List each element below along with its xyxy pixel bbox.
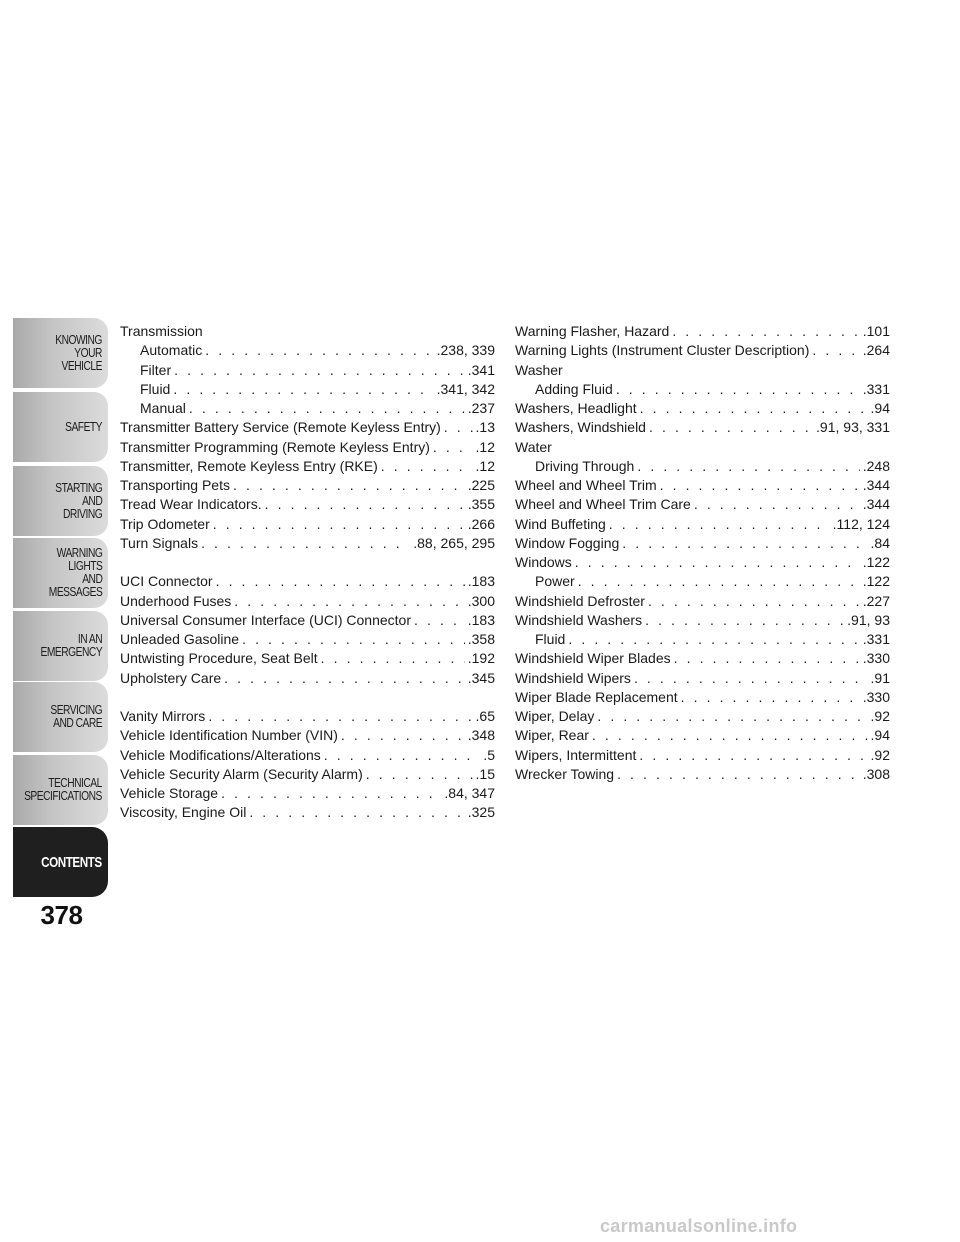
index-term: Fluid <box>140 380 171 397</box>
index-term: Vehicle Identification Number (VIN) <box>120 727 338 744</box>
index-page-ref[interactable]: .358 <box>467 631 495 647</box>
index-term: Underhood Fuses <box>120 592 232 609</box>
index-entry <box>515 688 890 707</box>
index-page-ref[interactable]: .13 <box>475 419 495 436</box>
dot-leader <box>221 784 441 803</box>
tab-label: SERVICING AND CARE <box>50 703 102 730</box>
tab-label: STARTING AND DRIVING <box>55 480 102 521</box>
dot-leader <box>433 438 473 457</box>
index-page-ref[interactable]: .348 <box>467 727 495 744</box>
index-page-ref[interactable]: .344 <box>862 477 890 493</box>
index-page-ref[interactable]: .237 <box>467 400 495 416</box>
index-entry <box>120 746 495 765</box>
index-entry <box>515 495 890 514</box>
index-page-ref[interactable]: .355 <box>467 496 495 513</box>
index-term: UCI Connector <box>120 573 213 590</box>
index-page-ref[interactable]: .264 <box>862 342 890 359</box>
index-term: Warning Flasher, Hazard <box>515 323 670 339</box>
dot-leader <box>634 669 868 688</box>
index-page-ref[interactable]: .92 <box>870 708 890 724</box>
index-page-ref[interactable]: .308 <box>862 765 890 782</box>
dot-leader <box>265 495 465 514</box>
dot-leader <box>694 495 860 514</box>
index-page-ref[interactable]: .122 <box>862 573 890 590</box>
dot-leader <box>213 515 465 534</box>
dot-leader <box>208 707 472 726</box>
index-entry <box>515 707 890 726</box>
index-page-ref[interactable]: .5 <box>483 746 495 763</box>
index-entry <box>120 611 495 630</box>
index-entry <box>120 649 495 668</box>
dot-leader <box>649 418 813 437</box>
dot-leader <box>324 746 481 765</box>
index-page-ref[interactable]: .225 <box>467 477 495 493</box>
dot-leader <box>233 476 465 495</box>
dot-leader <box>568 630 859 649</box>
index-subentry <box>120 341 495 360</box>
index-term: Filter <box>140 361 172 378</box>
index-entry <box>120 515 495 534</box>
index-term: Wrecker Towing <box>515 765 615 782</box>
index-page-ref[interactable]: .91, 93, 331 <box>816 419 890 436</box>
dot-leader <box>174 361 465 380</box>
tab-label: SAFETY <box>65 419 102 434</box>
index-heading: Washer <box>515 361 563 378</box>
index-page-ref[interactable]: .344 <box>862 496 890 513</box>
index-term: Transmitter, Remote Keyless Entry (RKE) <box>120 457 378 474</box>
tab-servicing-and-care[interactable] <box>13 682 108 752</box>
index-term: Wind Buffeting <box>515 515 606 532</box>
index-term: Tread Wear Indicators. <box>120 496 262 513</box>
dot-leader <box>242 630 465 649</box>
dot-leader <box>444 418 473 437</box>
watermark: carmanualsonline.info <box>600 1216 798 1236</box>
index-gap <box>120 688 495 707</box>
dot-leader <box>205 341 433 360</box>
dot-leader <box>578 572 860 591</box>
index-subentry <box>515 572 890 591</box>
index-term: Automatic <box>140 342 203 359</box>
index-entry <box>120 803 495 822</box>
index-page-ref[interactable]: .248 <box>862 457 890 474</box>
index-page-ref[interactable]: .84 <box>870 534 890 551</box>
index-page-ref[interactable]: .341, 342 <box>436 380 495 397</box>
tab-safety[interactable] <box>13 392 108 462</box>
tab-contents[interactable] <box>13 827 108 897</box>
index-heading: Water <box>515 438 552 455</box>
index-gap <box>120 553 495 572</box>
index-entry <box>515 592 890 611</box>
index-page-ref[interactable]: .15 <box>475 765 495 782</box>
index-term: Viscosity, Engine Oil <box>120 804 247 821</box>
index-term: Windshield Defroster <box>515 592 645 609</box>
dot-leader <box>645 611 844 630</box>
index-page-ref[interactable]: .238, 339 <box>436 342 495 359</box>
index-term: Wiper, Rear <box>515 727 589 744</box>
index-entry <box>515 553 890 572</box>
index-page-ref[interactable]: .94 <box>870 400 890 416</box>
tab-knowing-your-vehicle[interactable] <box>13 318 108 388</box>
index-term: Transmitter Battery Service (Remote Keyless Entry) <box>120 419 441 436</box>
index-page-ref[interactable]: .12 <box>475 457 495 474</box>
index-entry <box>120 669 495 688</box>
dot-leader <box>648 592 860 611</box>
index-term: Driving Through <box>535 457 635 474</box>
index-term: Vehicle Security Alarm (Security Alarm) <box>120 765 363 782</box>
index-page-ref[interactable]: .91, 93 <box>847 611 890 628</box>
index-page-ref[interactable]: .94 <box>870 727 890 744</box>
index-entry <box>120 765 495 784</box>
index-term: Windshield Wiper Blades <box>515 650 671 667</box>
index-page-ref[interactable]: .12 <box>475 438 495 455</box>
dot-leader <box>622 534 867 553</box>
index-term: Window Fogging <box>515 534 620 551</box>
tab-label: TECHNICAL SPECIFICATIONS <box>24 776 102 803</box>
index-entry <box>515 418 890 437</box>
index-page-ref[interactable]: .266 <box>467 515 495 532</box>
index-page-ref[interactable]: .192 <box>467 650 495 667</box>
index-term: Vanity Mirrors <box>120 708 206 724</box>
index-term: Windshield Wipers <box>515 669 631 686</box>
tab-label: KNOWING YOUR VEHICLE <box>55 332 102 373</box>
dot-leader <box>617 765 860 784</box>
dot-leader <box>639 746 867 765</box>
index-entry <box>120 784 495 803</box>
index-page-ref[interactable]: .183 <box>467 611 495 628</box>
dot-leader <box>640 399 868 418</box>
dot-leader <box>381 457 473 476</box>
index-page-ref[interactable]: .341 <box>467 361 495 378</box>
index-term: Washers, Headlight <box>515 400 637 416</box>
index-term: Untwisting Procedure, Seat Belt <box>120 650 318 667</box>
dot-leader <box>609 515 830 534</box>
index-term: Manual <box>140 400 186 416</box>
dot-leader <box>592 726 868 745</box>
index-page-ref[interactable]: .330 <box>862 688 890 705</box>
index-term: Universal Consumer Interface (UCI) Connector <box>120 611 411 628</box>
index-term: Wiper, Delay <box>515 708 595 724</box>
index-term: Transporting Pets <box>120 477 230 493</box>
index-entry <box>515 746 890 765</box>
index-term: Wiper Blade Replacement <box>515 688 678 705</box>
index-entry <box>120 457 495 476</box>
index-page-ref[interactable]: .91 <box>870 669 890 686</box>
dot-leader <box>341 726 465 745</box>
index-entry <box>515 765 890 784</box>
page-number: 378 <box>40 900 83 930</box>
index-term: Upholstery Care <box>120 669 222 686</box>
index-entry <box>515 726 890 745</box>
index-page-ref[interactable]: .331 <box>862 380 890 397</box>
dot-leader <box>672 322 859 341</box>
index-subentry <box>515 380 890 399</box>
dot-leader <box>201 534 410 553</box>
index-entry <box>120 534 495 553</box>
index-page-ref[interactable]: .84, 347 <box>444 785 495 801</box>
index-page-ref[interactable]: .122 <box>862 554 890 570</box>
tab-label: IN AN EMERGENCY <box>40 632 102 659</box>
tab-starting-and-driving[interactable] <box>13 466 108 536</box>
index-entry <box>120 572 495 591</box>
index-term: Transmitter Programming (Remote Keyless Entry) <box>120 438 430 455</box>
tab-label: WARNING LIGHTS AND MESSAGES <box>48 546 102 599</box>
index-column-right <box>515 322 890 784</box>
dot-leader <box>173 380 433 399</box>
tab-label: CONTENTS <box>41 853 102 871</box>
index-term: Adding Fluid <box>535 380 613 397</box>
index-page-ref[interactable]: .101 <box>862 323 890 339</box>
index-entry <box>120 630 495 649</box>
index-page-ref[interactable]: .183 <box>467 573 495 590</box>
dot-leader <box>234 592 464 611</box>
index-subentry <box>120 399 495 418</box>
index-page-ref[interactable]: .92 <box>870 746 890 763</box>
index-subentry <box>120 380 495 399</box>
index-term: Windshield Washers <box>515 611 643 628</box>
index-subentry <box>515 630 890 649</box>
dot-leader <box>224 669 465 688</box>
index-term: Wipers, Intermittent <box>515 746 637 763</box>
index-term: Turn Signals <box>120 534 199 551</box>
dot-leader <box>637 457 859 476</box>
index-page-ref[interactable]: .325 <box>467 804 495 821</box>
index-term: Trip Odometer <box>120 515 210 532</box>
index-term: Vehicle Storage <box>120 785 219 801</box>
index-entry <box>120 707 495 726</box>
dot-leader <box>681 688 860 707</box>
dot-leader <box>597 707 867 726</box>
index-page-ref[interactable]: .112, 124 <box>832 515 890 532</box>
index-entry <box>120 476 495 495</box>
index-term: Power <box>535 573 575 590</box>
dot-leader <box>216 572 465 591</box>
dot-leader <box>366 765 473 784</box>
index-entry <box>515 534 890 553</box>
dot-leader <box>674 649 860 668</box>
index-page-ref[interactable]: .227 <box>862 592 890 609</box>
index-entry <box>120 726 495 745</box>
index-page-ref[interactable]: .330 <box>862 650 890 667</box>
index-entry <box>515 649 890 668</box>
index-entry <box>515 669 890 688</box>
dot-leader <box>575 553 860 572</box>
index-entry <box>515 611 890 630</box>
index-entry <box>120 592 495 611</box>
index-column-left <box>120 322 495 823</box>
dot-leader <box>321 649 465 668</box>
index-page-ref[interactable]: .300 <box>467 592 495 609</box>
index-term: Fluid <box>535 631 566 647</box>
index-term: Washers, Windshield <box>515 419 646 436</box>
index-term: Vehicle Modifications/Alterations <box>120 746 321 763</box>
index-term: Wheel and Wheel Trim <box>515 477 657 493</box>
index-subentry <box>515 457 890 476</box>
dot-leader <box>616 380 860 399</box>
tab-warning-lights-and-messages[interactable] <box>13 538 108 608</box>
index-entry <box>120 495 495 514</box>
index-page-ref[interactable]: .65 <box>475 708 495 724</box>
dot-leader <box>660 476 860 495</box>
index-entry <box>515 515 890 534</box>
index-term: Warning Lights (Instrument Cluster Description) <box>515 342 810 359</box>
index-entry <box>515 399 890 418</box>
index-entry <box>515 476 890 495</box>
dot-leader <box>812 341 859 360</box>
index-page-ref[interactable]: .331 <box>862 631 890 647</box>
tab-in-an-emergency[interactable] <box>13 611 108 681</box>
index-term: Unleaded Gasoline <box>120 631 240 647</box>
index-entry <box>515 341 890 360</box>
dot-leader <box>414 611 465 630</box>
index-term: Wheel and Wheel Trim Care <box>515 496 691 513</box>
index-subentry <box>120 361 495 380</box>
index-entry <box>515 322 890 341</box>
index-entry <box>120 418 495 437</box>
index-page-ref[interactable]: .88, 265, 295 <box>413 534 495 551</box>
dot-leader <box>249 803 464 822</box>
index-term: Windows <box>515 554 572 570</box>
index-page-ref[interactable]: .345 <box>467 669 495 686</box>
dot-leader <box>189 399 465 418</box>
tab-technical-specifications[interactable] <box>13 755 108 825</box>
index-entry <box>120 438 495 457</box>
index-heading: Transmission <box>120 323 203 339</box>
